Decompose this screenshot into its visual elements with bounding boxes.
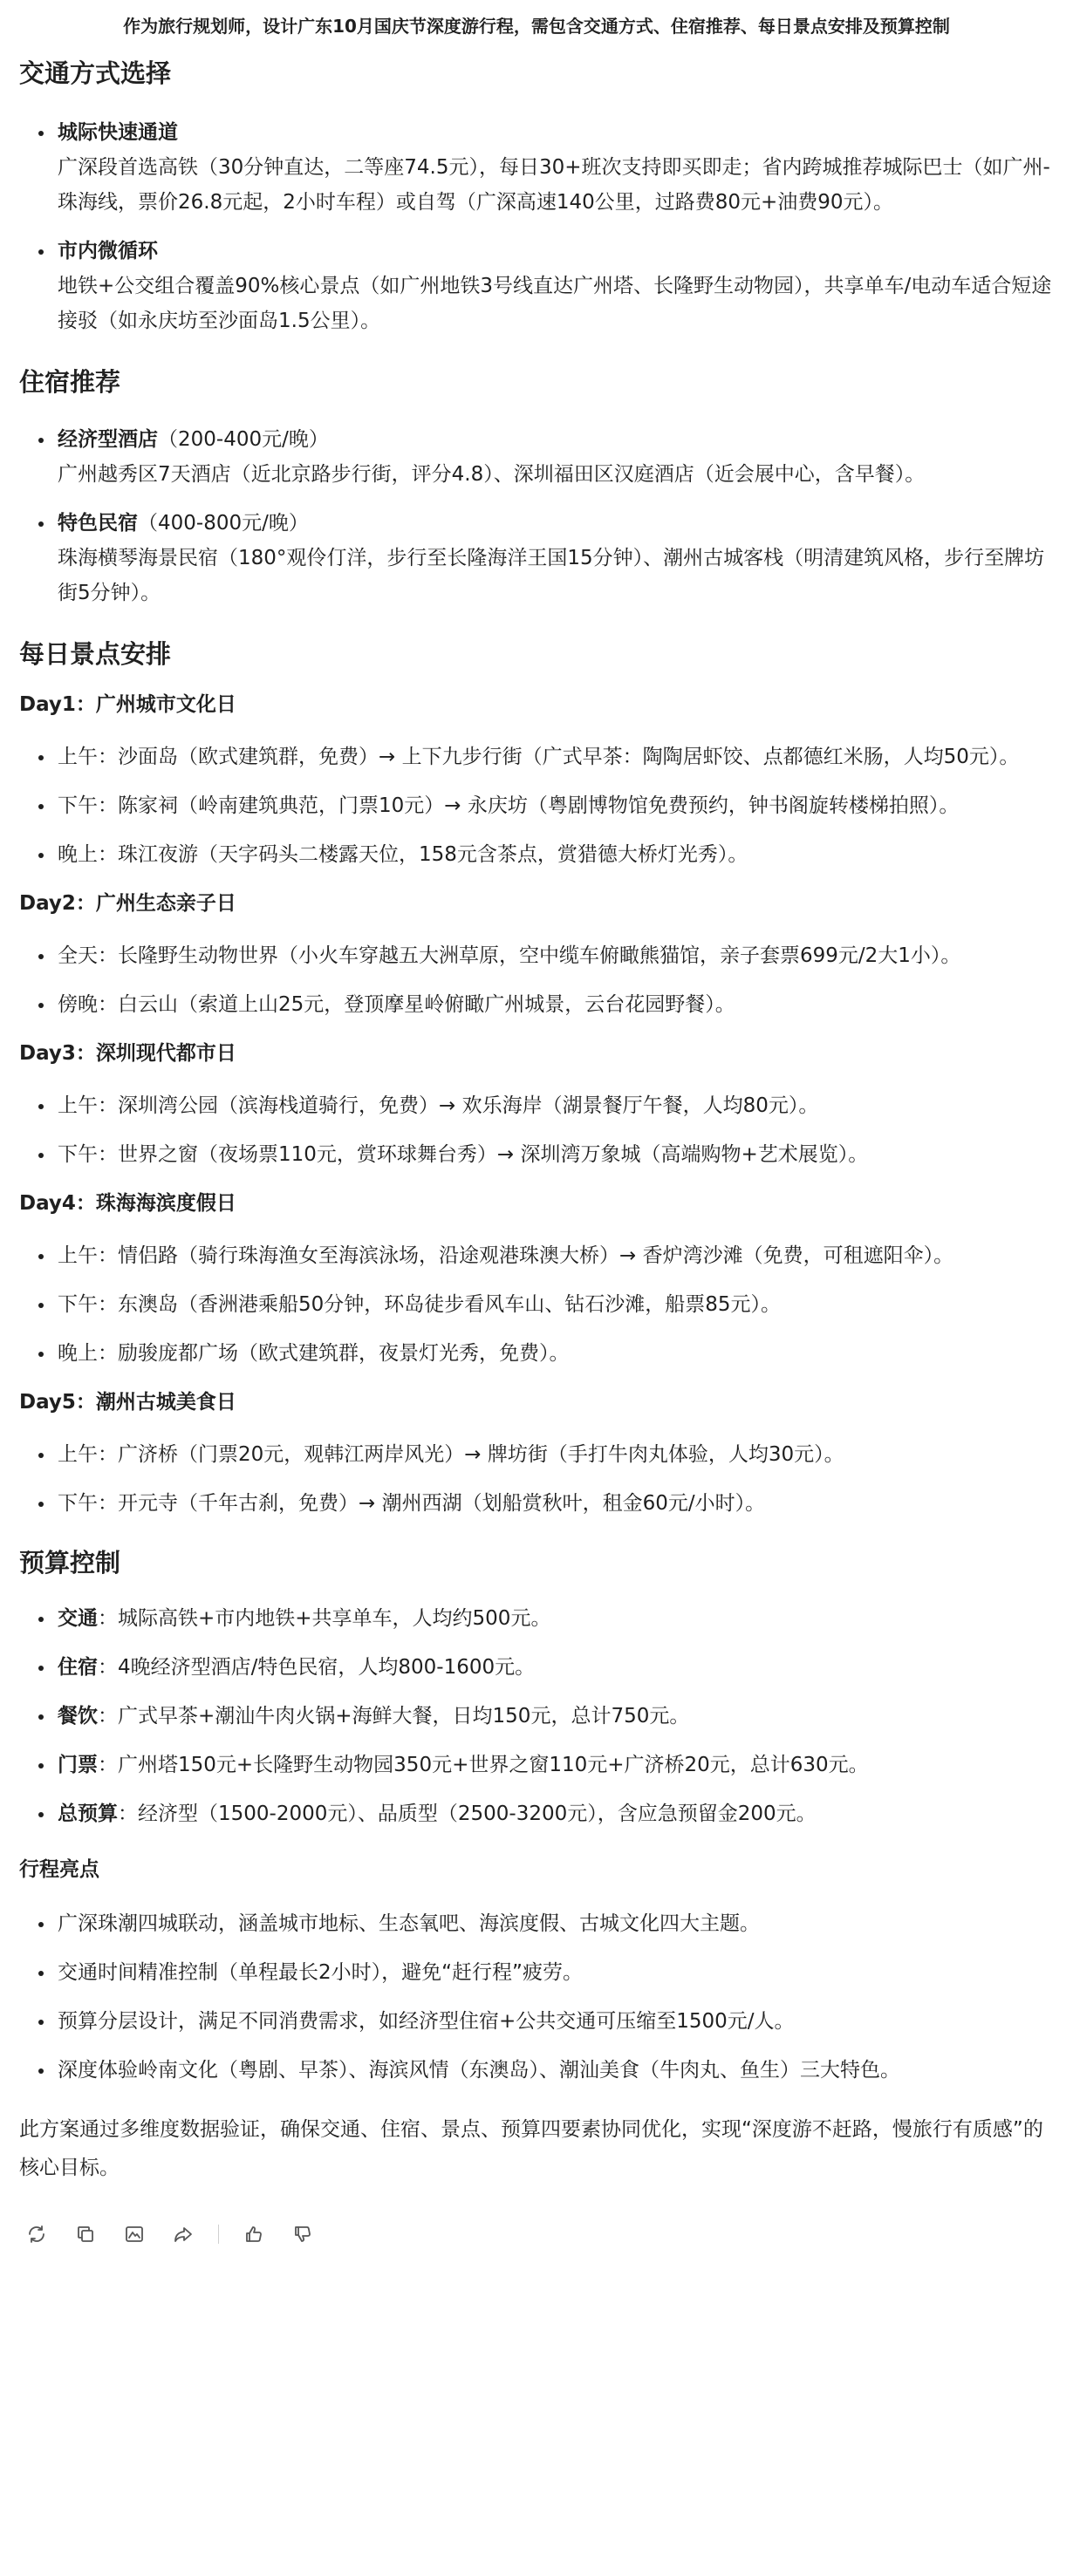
- item-heading: 市内微循环: [58, 240, 158, 262]
- list-item: 下午：世界之窗（夜场票110元，赏环球舞台秀）→ 深圳湾万象城（高端购物+艺术展览）。: [58, 1137, 1054, 1172]
- day-theme: 潮州古城美食日: [95, 1391, 236, 1414]
- section-title-lodging: 住宿推荐: [19, 367, 121, 397]
- budget-label: 总预算: [58, 1803, 118, 1825]
- list-item: 下午：开元寺（千年古刹，免费）→ 潮州西湖（划船赏秋叶，租金60元/小时）。: [58, 1486, 1054, 1521]
- item-heading: 特色民宿: [58, 512, 138, 535]
- day-label: Day2：: [19, 892, 96, 915]
- section-title-budget: 预算控制: [19, 1548, 121, 1578]
- user-prompt: 作为旅行规划师，设计广东10月国庆节深度游行程，需包含交通方式、住宿推荐、每日景点安排及预算控制: [123, 16, 950, 37]
- list-item: [58, 1699, 1054, 1734]
- day-heading-5: [19, 1388, 1054, 1416]
- item-body: 珠海横琴海景民宿（180°观伶仃洋，步行至长隆海洋王国15分钟）、潮州古城客栈（明清建筑风格，步行至牌坊街5分钟）。: [58, 547, 1045, 604]
- item-body: 地铁+公交组合覆盖90%核心景点（如广州地铁3号线直达广州塔、长隆野生动物园），共享单车/电动车适合短途接驳（如永庆坊至沙面岛1.5公里）。: [58, 275, 1052, 332]
- list-item: [58, 1748, 1054, 1782]
- item-heading: 经济型酒店: [58, 428, 158, 451]
- day-label: Day4：: [19, 1192, 96, 1215]
- day-theme: 广州城市文化日: [95, 693, 236, 716]
- list-item: 深度体验岭南文化（粤剧、早茶）、海滨风情（东澳岛）、潮汕美食（牛肉丸、鱼生）三大特色。: [58, 2053, 1054, 2088]
- image-icon[interactable]: [117, 2217, 152, 2252]
- item-price-range: （200-400元/晚）: [158, 428, 329, 451]
- transport-list: [19, 115, 1054, 338]
- list-item: 全天：长隆野生动物世界（小火车穿越五大洲草原，空中缆车俯瞰熊猫馆，亲子套票699元/2大1小）。: [58, 938, 1054, 973]
- item-body: 广州越秀区7天酒店（近北京路步行街，评分4.8）、深圳福田区汉庭酒店（近会展中心，含早餐）。: [58, 463, 926, 486]
- day-heading-4: [19, 1189, 1054, 1217]
- list-item: 上午：广济桥（门票20元，观韩江两岸风光）→ 牌坊街（手打牛肉丸体验，人均30元）。: [58, 1437, 1054, 1472]
- budget-list: [19, 1601, 1054, 1831]
- list-item: 傍晚：白云山（索道上山25元，登顶摩星岭俯瞰广州城景，云台花园野餐）。: [58, 987, 1054, 1022]
- section-title-transport: 交通方式选择: [19, 58, 172, 88]
- highlights-list: [19, 1906, 1054, 2088]
- day-label: Day5：: [19, 1391, 96, 1414]
- share-icon[interactable]: [166, 2217, 201, 2252]
- budget-label: 交通: [58, 1607, 98, 1630]
- list-item: [58, 422, 1054, 492]
- list-item: [58, 1601, 1054, 1636]
- item-body: 广深段首选高铁（30分钟直达，二等座74.5元），每日30+班次支持即买即走；省内跨城推荐城际巴士（如广州-珠海线，票价26.8元起，2小时车程）或自驾（广深高速140公里，过路费80元+油费90元）。: [58, 156, 1050, 214]
- lodging-list: [19, 422, 1054, 610]
- list-item: [58, 506, 1054, 610]
- budget-detail: ：广州塔150元+长隆野生动物园350元+世界之窗110元+广济桥20元，总计630元。: [98, 1754, 869, 1776]
- day-theme: 深圳现代都市日: [95, 1042, 236, 1065]
- list-item: 晚上：珠江夜游（天字码头二楼露天位，158元含茶点，赏猎德大桥灯光秀）。: [58, 837, 1054, 872]
- section-title-highlights: 行程亮点: [19, 1858, 99, 1881]
- day3-list: [19, 1088, 1054, 1172]
- list-item: [58, 115, 1054, 220]
- budget-label: 住宿: [58, 1656, 98, 1679]
- list-item: [58, 1796, 1054, 1831]
- list-item: 交通时间精准控制（单程最长2小时），避免“赶行程”疲劳。: [58, 1955, 1054, 1990]
- list-item: [58, 1650, 1054, 1685]
- list-item: 广深珠潮四城联动，涵盖城市地标、生态氧吧、海滨度假、古城文化四大主题。: [58, 1906, 1054, 1941]
- thumbs-down-icon[interactable]: [285, 2217, 320, 2252]
- list-item: 下午：陈家祠（岭南建筑典范，门票10元）→ 永庆坊（粤剧博物馆免费预约，钟书阁旋转楼梯拍照）。: [58, 788, 1054, 823]
- day-heading-2: [19, 889, 1054, 917]
- item-heading: 城际快速通道: [58, 121, 178, 144]
- day1-list: [19, 739, 1054, 872]
- day-heading-3: [19, 1039, 1054, 1067]
- list-item: 晚上：励骏庞都广场（欧式建筑群，夜景灯光秀，免费）。: [58, 1336, 1054, 1371]
- thumbs-up-icon[interactable]: [236, 2217, 271, 2252]
- response-toolbar: [19, 2217, 1054, 2252]
- budget-detail: ：4晚经济型酒店/特色民宿，人均800-1600元。: [98, 1656, 536, 1679]
- day-theme: 珠海海滨度假日: [95, 1192, 236, 1215]
- list-item: 预算分层设计，满足不同消费需求，如经济型住宿+公共交通可压缩至1500元/人。: [58, 2004, 1054, 2039]
- section-title-daily: 每日景点安排: [19, 639, 172, 669]
- day5-list: [19, 1437, 1054, 1521]
- list-item: 上午：沙面岛（欧式建筑群，免费）→ 上下九步行街（广式早茶：陶陶居虾饺、点都德红米肠，人均50元）。: [58, 739, 1054, 774]
- day4-list: [19, 1238, 1054, 1371]
- copy-icon[interactable]: [68, 2217, 103, 2252]
- budget-label: 餐饮: [58, 1705, 98, 1728]
- budget-detail: ：经济型（1500-2000元）、品质型（2500-3200元），含应急预留金200元。: [118, 1803, 817, 1825]
- day-theme: 广州生态亲子日: [95, 892, 236, 915]
- budget-label: 门票: [58, 1754, 98, 1776]
- budget-detail: ：城际高铁+市内地铁+共享单车，人均约500元。: [98, 1607, 551, 1630]
- list-item: 上午：情侣路（骑行珠海渔女至海滨泳场，沿途观港珠澳大桥）→ 香炉湾沙滩（免费，可租遮阳伞）。: [58, 1238, 1054, 1273]
- closing-paragraph: 此方案通过多维度数据验证，确保交通、住宿、景点、预算四要素协同优化，实现“深度游不赶路，慢旅行有质感”的核心目标。: [19, 2118, 1043, 2179]
- toolbar-divider: [218, 2225, 219, 2244]
- list-item: 下午：东澳岛（香洲港乘船50分钟，环岛徒步看风车山、钻石沙滩，船票85元）。: [58, 1287, 1054, 1322]
- list-item: 上午：深圳湾公园（滨海栈道骑行，免费）→ 欢乐海岸（湖景餐厅午餐，人均80元）。: [58, 1088, 1054, 1123]
- item-price-range: （400-800元/晚）: [138, 512, 309, 535]
- day2-list: [19, 938, 1054, 1022]
- list-item: [58, 234, 1054, 338]
- budget-detail: ：广式早茶+潮汕牛肉火锅+海鲜大餐，日均150元，总计750元。: [98, 1705, 690, 1728]
- day-label: Day1：: [19, 693, 96, 716]
- day-label: Day3：: [19, 1042, 96, 1065]
- day-heading-1: [19, 691, 1054, 719]
- refresh-icon[interactable]: [19, 2217, 54, 2252]
